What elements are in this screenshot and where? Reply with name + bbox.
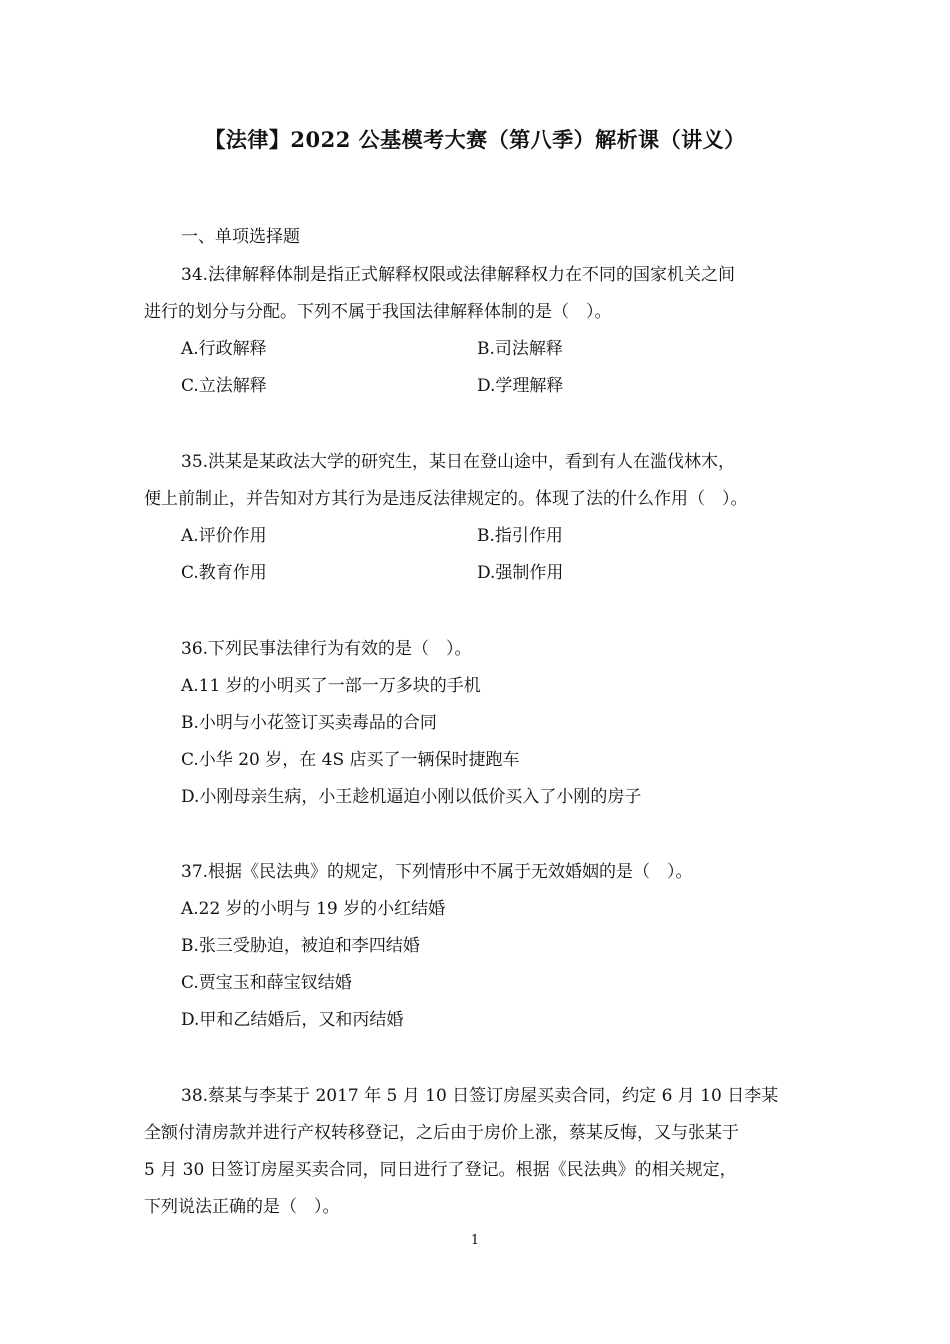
q38-stem-line-2: 全额付清房款并进行产权转移登记，之后由于房价上涨，蔡某反悔，又与张某于 bbox=[144, 1123, 739, 1143]
q38-stem-line-4: 下列说法正确的是（ ）。 bbox=[144, 1197, 340, 1217]
q34-stem-line-1: 34.法律解释体制是指正式解释权限或法律解释权力在不同的国家机关之间 bbox=[181, 265, 736, 285]
q34-option-b: B.司法解释 bbox=[477, 339, 563, 359]
q37-stem-line-1: 37.根据《民法典》的规定，下列情形中不属于无效婚姻的是（ ）。 bbox=[181, 862, 693, 882]
q35-option-d: D.强制作用 bbox=[477, 563, 564, 583]
q34-option-d: D.学理解释 bbox=[477, 376, 564, 396]
q38-stem-line-3: 5 月 30 日签订房屋买卖合同，同日进行了登记。根据《民法典》的相关规定， bbox=[144, 1160, 737, 1180]
q36-option-a: A.11 岁的小明买了一部一万多块的手机 bbox=[181, 676, 481, 696]
q36-stem-line-1: 36.下列民事法律行为有效的是（ ）。 bbox=[181, 639, 472, 659]
q36-option-c: C.小华 20 岁，在 4S 店买了一辆保时捷跑车 bbox=[181, 750, 520, 770]
q34-option-c: C.立法解释 bbox=[181, 376, 267, 396]
q35-stem-line-2: 便上前制止，并告知对方其行为是违反法律规定的。体现了法的什么作用（ ）。 bbox=[144, 489, 748, 509]
q35-option-c: C.教育作用 bbox=[181, 563, 267, 583]
page-title: 【法律】2022 公基模考大赛（第八季）解析课（讲义） bbox=[204, 127, 746, 152]
q36-option-b: B.小明与小花签订买卖毒品的合同 bbox=[181, 713, 437, 733]
page-number: 1 bbox=[470, 1233, 480, 1248]
section-heading: 一、单项选择题 bbox=[181, 227, 300, 247]
q37-option-b: B.张三受胁迫，被迫和李四结婚 bbox=[181, 936, 420, 956]
q37-option-c: C.贾宝玉和薛宝钗结婚 bbox=[181, 973, 352, 993]
q36-option-d: D.小刚母亲生病，小王趁机逼迫小刚以低价买入了小刚的房子 bbox=[181, 787, 642, 807]
q35-stem-line-1: 35.洪某是某政法大学的研究生，某日在登山途中，看到有人在滥伐林木， bbox=[181, 452, 736, 472]
q35-option-a: A.评价作用 bbox=[181, 526, 267, 546]
q37-option-d: D.甲和乙结婚后，又和丙结婚 bbox=[181, 1010, 404, 1030]
q38-stem-line-1: 38.蔡某与李某于 2017 年 5 月 10 日签订房屋买卖合同，约定 6 月 10 日李某 bbox=[181, 1086, 779, 1106]
q37-option-a: A.22 岁的小明与 19 岁的小红结婚 bbox=[181, 899, 446, 919]
q35-option-b: B.指引作用 bbox=[477, 526, 563, 546]
q34-option-a: A.行政解释 bbox=[181, 339, 267, 359]
q34-stem-line-2: 进行的划分与分配。下列不属于我国法律解释体制的是（ ）。 bbox=[144, 302, 612, 322]
